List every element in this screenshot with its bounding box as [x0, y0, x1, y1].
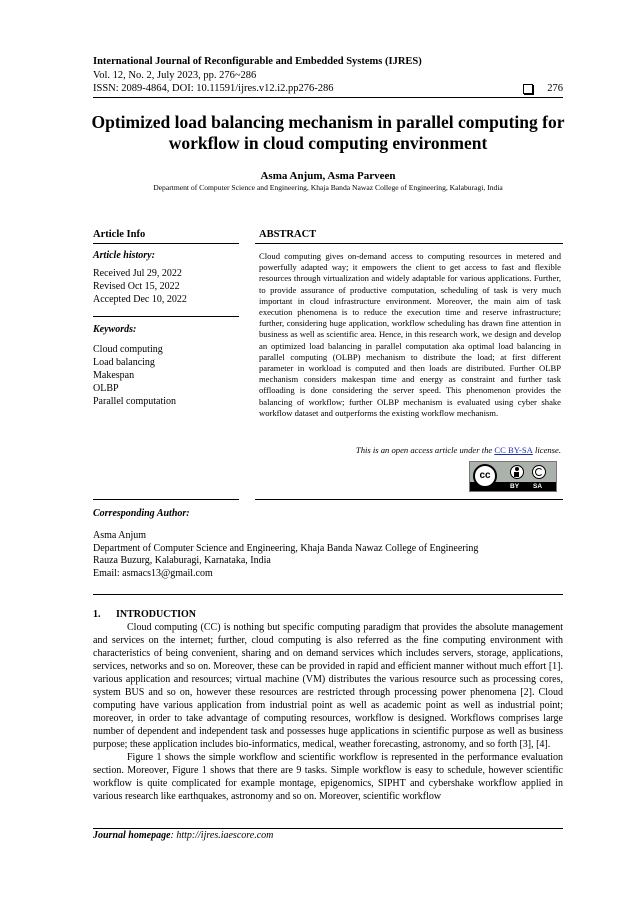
- author-names: Asma Anjum, Asma Parveen: [260, 170, 396, 182]
- issn-doi-line: ISSN: 2089-4864, DOI: 10.11591/ijres.v12.i2.pp276-286: [93, 83, 334, 94]
- homepage-label: Journal homepage: [93, 830, 171, 841]
- cc-sa-label: SA: [533, 483, 543, 490]
- cc-by-sa-badge[interactable]: [469, 461, 557, 492]
- page-number-group: [523, 82, 563, 96]
- footer-divider: [93, 828, 563, 829]
- article-info-rule: [93, 243, 239, 244]
- creative-commons-icon: cc: [473, 464, 497, 488]
- page-number: 276: [547, 83, 563, 94]
- paper-title: Optimized load balancing mechanism in parallel computing for workflow in cloud computing environment: [91, 112, 565, 153]
- keyword: OLBP: [93, 383, 119, 394]
- section-title: INTRODUCTION: [116, 609, 197, 620]
- homepage-url[interactable]: http://ijres.iaescore.com: [176, 830, 274, 841]
- keyword: Cloud computing: [93, 344, 163, 355]
- keyword: Load balancing: [93, 357, 155, 368]
- abstract-heading: ABSTRACT: [259, 229, 317, 240]
- corresponding-author-email: Email: asmacs13@gmail.com: [93, 567, 213, 579]
- article-history-label: Article history:: [93, 250, 155, 261]
- keyword: Makespan: [93, 370, 135, 381]
- journal-name: International Journal of Reconfigurable and Embedded Systems (IJRES): [93, 56, 422, 67]
- section-number: 1.: [93, 609, 101, 620]
- article-info-heading: Article Info: [93, 229, 146, 240]
- license-prefix: This is an open access article under the: [355, 445, 493, 455]
- corresponding-author-label: Corresponding Author:: [93, 508, 190, 519]
- article-history: [93, 267, 187, 306]
- received-date: Received Jul 29, 2022: [93, 268, 182, 279]
- introduction-body: [93, 621, 563, 803]
- abstract-rule: [255, 243, 563, 244]
- header-divider: [93, 97, 563, 98]
- keywords-list: [93, 343, 176, 408]
- cc-by-label: BY: [510, 483, 520, 490]
- accepted-date: Accepted Dec 10, 2022: [93, 294, 187, 305]
- introduction-heading: [93, 609, 196, 620]
- corresponding-author-name: Asma Anjum: [93, 530, 147, 541]
- journal-header: [93, 55, 563, 96]
- license-suffix: license.: [534, 445, 561, 455]
- issn-row: [93, 82, 563, 96]
- license-statement: [259, 445, 561, 455]
- abstract-text: Cloud computing gives on-demand access to computing resources in metered and powerfully adapted way; it empowers the client to get access to fast and flexible resources through virtualization and widely adaptable for various applications. Further, to provide assurance of productive computation, scheduling of task is very much important in cloud infrastructure environment. Moreover, the main aim of task execution phenomena is to reduce the execution time and reserve infrastructure; further, considering huge application, workflow scheduling has drawn fine attention in business as well as scientific area. Hence, in this research work, we design and develop an optimized load balancing in parallel computation aka optimal load balancing in parallel computing (OLBP) mechanism to distribute the load; at first different parameter in workload is computed and then loads are distributed. Further OLBP mechanism considers makespan time and energy as constraint and further task offloading is done considering the server speed. This phenomenon provides the balancing of workflow; further OLBP mechanism is evaluated using cyber shake workflow dataset and outperforms the existing workflow mechanism.: [259, 251, 561, 418]
- keyword: Parallel computation: [93, 396, 177, 407]
- volume-line: Vol. 12, No. 2, July 2023, pp. 276~286: [93, 69, 257, 81]
- info-bottom-rule: [93, 499, 239, 500]
- corresponding-author-details: [93, 530, 478, 580]
- journal-footer: Journal homepage: http://ijres.iaescore.com: [93, 830, 274, 841]
- introduction-paragraph: Cloud computing (CC) is nothing but specific computing paradigm that provides the absolute management and services on the internet; further, cloud computing is also referred as the fine computing environment with characteristics of being convenient, sharing and on demand services which includes servers, storage, applications, services, networks and so on. Moreover, these can be provided in rapid and efficient manner without much effort [1]. various application and resources; virtual machine (VM) distributes the various resource such as processing cores, system BUS and so on, however these resources are restricted through processing power phenomena [2]. Cloud computing have various application from industrial point as well as academic point as well as industrial point; moreover, in order to take advantage of computing resources, workflow is designed. Workflows comprises large number of dependent and independent task and possesses huge applications in scientific purpose as well as business purpose; these application includes bio-informatics, medical, weather forecasting, astronomy, and so forth [3], [4].: [93, 622, 563, 750]
- corresponding-bottom-rule: [93, 594, 563, 595]
- corresponding-author-address: Rauza Buzurg, Kalaburagi, Karnataka, India: [93, 555, 271, 566]
- license-link[interactable]: CC BY-SA: [494, 445, 533, 455]
- attribution-person-icon: [510, 465, 524, 479]
- keywords-separator: [93, 316, 239, 317]
- corresponding-author-department: Department of Computer Science and Engineering, Khaja Banda Nawaz College of Engineering: [93, 542, 479, 554]
- share-alike-icon: [532, 465, 546, 479]
- abstract-bottom-rule: [255, 499, 563, 500]
- square-bullet-icon: [523, 84, 533, 94]
- author-affiliation: Department of Computer Science and Engineering, Khaja Banda Nawaz College of Engineering, Kalaburagi, India: [153, 183, 503, 192]
- introduction-paragraph: Figure 1 shows the simple workflow and scientific workflow is represented in the performance evaluation section. Moreover, Figure 1 shows that there are 9 tasks. Simple workflow is easy to schedule, however scientific workflow is quite complicated for example montage, epigenomics, SIPHT and cybershake workflow applied in various research like earthquakes, astronomy and so on. Moreover, scientific workflow: [93, 752, 563, 802]
- revised-date: Revised Oct 15, 2022: [93, 281, 180, 292]
- keywords-label: Keywords:: [93, 324, 137, 335]
